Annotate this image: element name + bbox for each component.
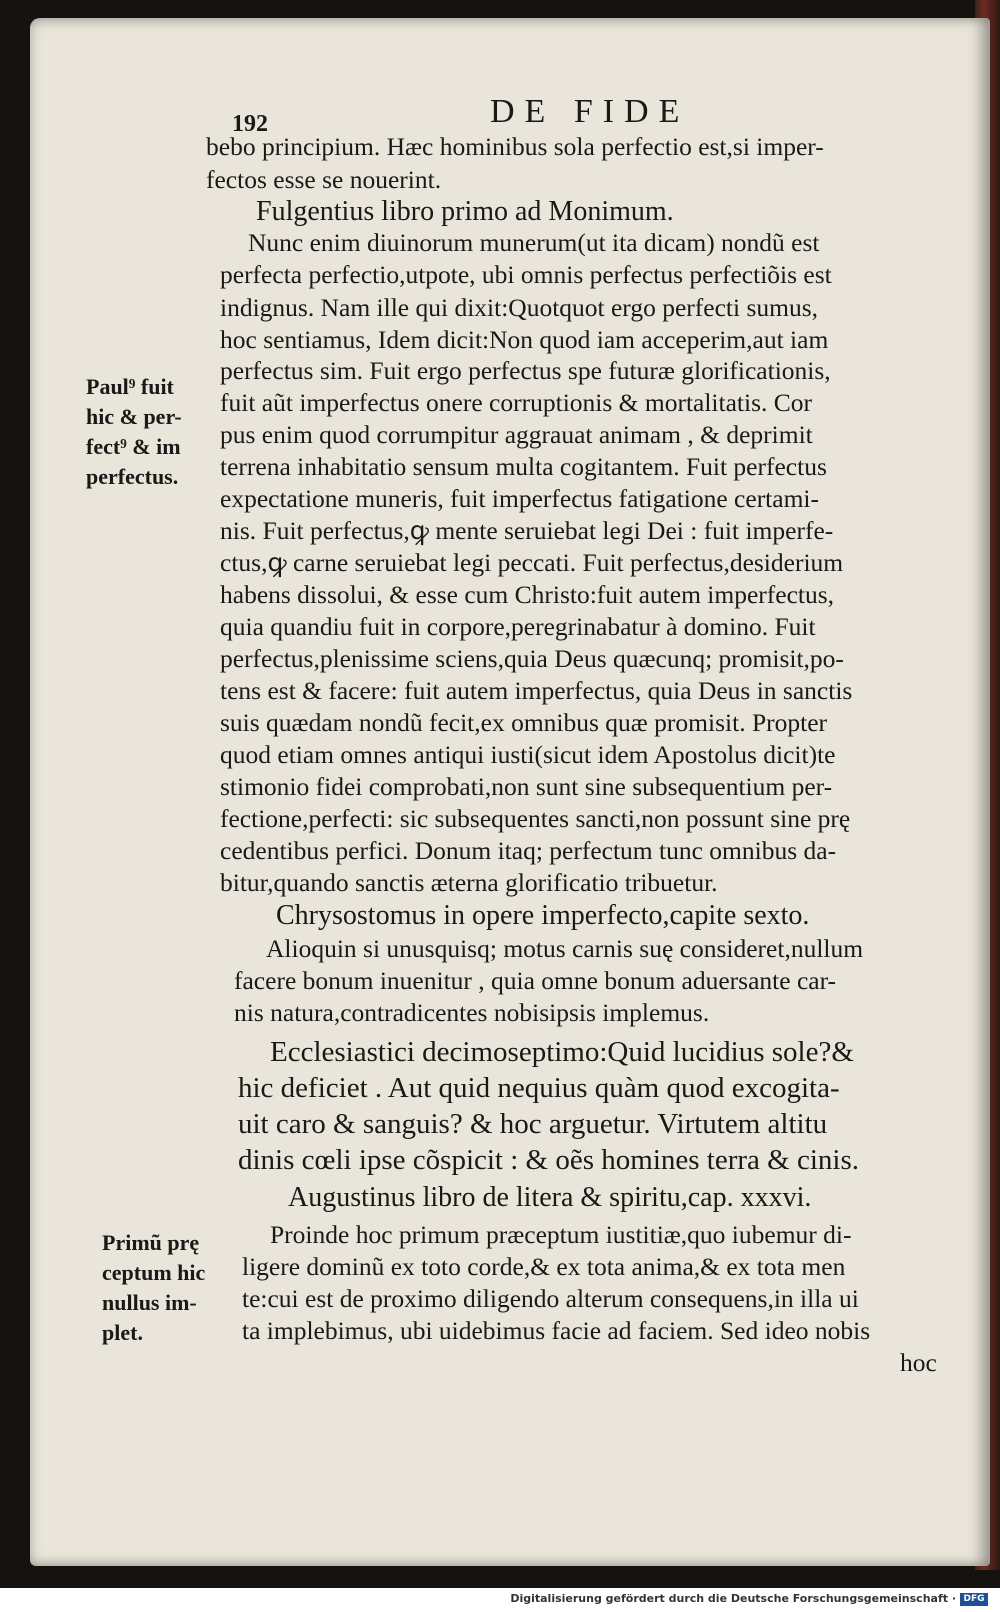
text-line: hoc sentiamus, Idem dicit:Non quod iam acceperim,aut iam <box>220 325 829 354</box>
quote-line: uit caro & sanguis? & hoc arguetur. Virtutem altitu <box>238 1108 828 1140</box>
section-heading: Fulgentius libro primo ad Monimum. <box>256 196 674 227</box>
text-line: ta implebimus, ubi uidebimus facie ad faciem. Sed ideo nobis <box>242 1316 871 1345</box>
text-line: Alioquin si unusquisq; motus carnis suę consideret,nullum <box>266 934 864 963</box>
text-line: terrena inhabitatio sensum multa cogitantem. Fuit perfectus <box>220 452 827 481</box>
text-line: expectatione muneris, fuit imperfectus fatigatione certami- <box>220 484 820 513</box>
margin-note: nullus im- <box>102 1290 197 1315</box>
text-line: quod etiam omnes antiqui iusti(sicut idem Apostolus dicit)te <box>220 740 836 769</box>
text-line: suis quædam nondũ fecit,ex omnibus quæ promisit. Propter <box>220 708 828 737</box>
quote-line: Ecclesiastici decimoseptimo:Quid lucidius sole?& <box>270 1036 854 1068</box>
digitization-credit: Digitalisierung gefördert durch die Deutsche Forschungsgemeinschaft · <box>510 1592 956 1605</box>
running-head: DE FIDE <box>490 93 690 130</box>
margin-note: hic & per- <box>86 404 182 429</box>
text-line: perfectus,plenissime sciens,quia Deus quæcunq; promisit,po- <box>220 644 844 673</box>
margin-note: ceptum hic <box>102 1260 206 1285</box>
text-line: nis. Fuit perfectus,ꝙ mente seruiebat legi Dei : fuit imperfe- <box>220 516 834 545</box>
text-line: fectos esse se nouerint. <box>206 165 442 194</box>
margin-note: perfectus. <box>86 464 179 489</box>
text-line: bebo principium. Hæc hominibus sola perfectio est,si imper- <box>206 132 824 161</box>
quote-line: hic deficiet . Aut quid nequius quàm quod excogita- <box>238 1072 840 1104</box>
text-line: cedentibus perfici. Donum itaq; perfectum tunc omnibus da- <box>220 836 837 865</box>
text-line: ligere dominũ ex toto corde,& ex tota anima,& ex tota men <box>242 1252 846 1281</box>
text-line: nis natura,contradicentes nobisipsis implemus. <box>234 998 710 1027</box>
text-line: perfecta perfectio,utpote, ubi omnis perfectus perfectiõis est <box>220 260 832 289</box>
margin-note: Primũ prę <box>102 1230 200 1255</box>
text-line: tens est & facere: fuit autem imperfectus, quia Deus in sanctis <box>220 676 853 705</box>
margin-note: plet. <box>102 1320 143 1345</box>
text-line: Proinde hoc primum præceptum iustitiæ,quo iubemur di- <box>270 1220 852 1249</box>
text-line: te:cui est de proximo diligendo alterum consequens,in illa ui <box>242 1284 859 1313</box>
text-line: Nunc enim diuinorum munerum(ut ita dicam) nondũ est <box>248 228 820 257</box>
section-heading: Chrysostomus in opere imperfecto,capite sexto. <box>276 900 810 931</box>
text-line: facere bonum inuenitur , quia omne bonum aduersante car- <box>234 966 837 995</box>
text-line: pus enim quod corrumpitur aggrauat animam , & deprimit <box>220 420 813 449</box>
text-line: habens dissolui, & esse cum Christo:fuit autem imperfectus, <box>220 580 835 609</box>
section-heading: Augustinus libro de litera & spiritu,cap. xxxvi. <box>288 1182 812 1213</box>
text-line: stimonio fidei comprobati,non sunt sine subsequentium per- <box>220 772 833 801</box>
text-line: fuit aũt imperfectus onere corruptionis & mortalitatis. Cor <box>220 388 813 417</box>
margin-note: Paul⁹ fuit <box>86 374 174 399</box>
text-line: indignus. Nam ille qui dixit:Quotquot ergo perfecti sumus, <box>220 293 819 322</box>
quote-line: dinis cœli ipse cõspicit : & oẽs homines terra & cinis. <box>238 1144 859 1176</box>
text-line: ctus,ꝙ carne seruiebat legi peccati. Fuit perfectus,desiderium <box>220 548 844 577</box>
text-line: quia quandiu fuit in corpore,peregrinabatur à domino. Fuit <box>220 612 816 641</box>
text-line: bitur,quando sanctis æterna glorificatio tribuetur. <box>220 868 718 897</box>
margin-note: fect⁹ & im <box>86 434 181 459</box>
dfg-logo: DFG <box>960 1593 988 1606</box>
text-line: perfectus sim. Fuit ergo perfectus spe futuræ glorificationis, <box>220 356 831 385</box>
text-line: fectione,perfecti: sic subsequentes sancti,non possunt sine prę <box>220 804 851 833</box>
page-number: 192 <box>232 111 268 137</box>
catchword: hoc <box>900 1348 937 1377</box>
